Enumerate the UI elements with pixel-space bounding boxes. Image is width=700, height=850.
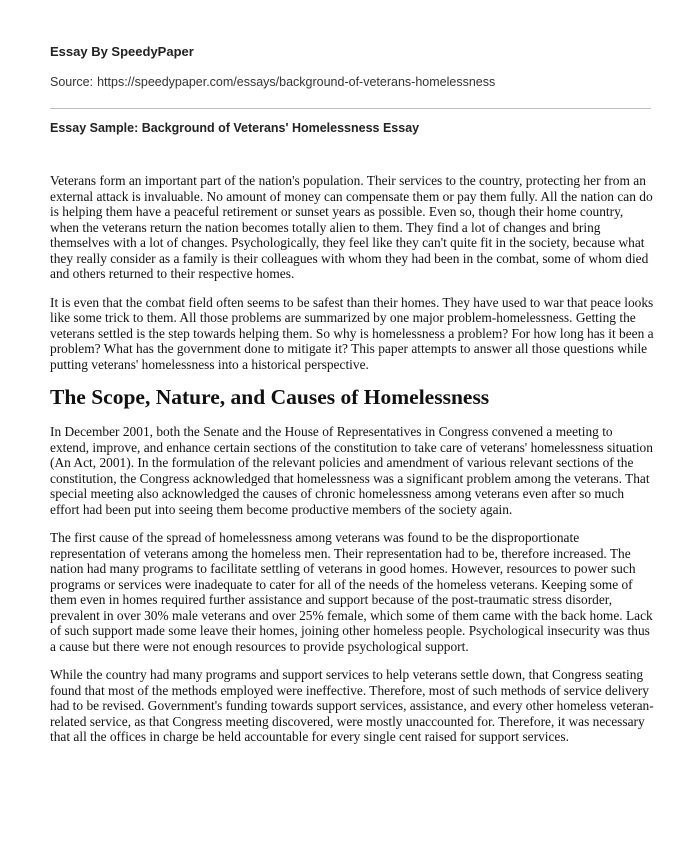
source-line (50, 75, 495, 89)
section-paragraph-1: In December 2001, both the Senate and the House of Representatives in Congress convened a meeting to extend, improve, and enhance certain sections of the constitution to take care of veterans' homelessness situation (An Act, 2001). In the formulation of the relevant policies and amendment of various relevant sections of the constitution, the Congress acknowledged that homelessness was a significant problem among the veterans. That special meeting also acknowledged the causes of chronic homelessness among veterans even after so much effort had been put into seeing them become productive members of the society again. (50, 424, 653, 517)
document-brand: Essay By SpeedyPaper (50, 44, 194, 59)
header-divider (50, 108, 651, 109)
source-url: https://speedypaper.com/essays/background-of-veterans-homelessness (97, 75, 496, 89)
section-heading: The Scope, Nature, and Causes of Homelessness (50, 385, 490, 409)
section-paragraph-3: While the country had many programs and support services to help veterans settle down, that Congress seating found that most of the methods employed were ineffective. Therefore, most of such methods of service delivery had to be revised. Government's funding towards support services, assistance, and every other homeless veteran-related service, as that Congress meeting discovered, were mostly unaccounted for. Therefore, it was necessary that all the offices in charge be held accountable for every single cent raised for support services. (50, 667, 654, 744)
source-label: Source: (50, 75, 94, 89)
essay-body (50, 173, 654, 758)
section-paragraph-2: The first cause of the spread of homelessness among veterans was found to be the disproportionate representation of veterans among the homeless men. Their representation had to be, therefore increased. The nation had many programs to facilitate settling of veterans in good homes. However, resources to power such programs or services were inadequate to cater for all of the needs of the homeless veterans. Keeping some of them even in homes required further assistance and support because of the post-traumatic stress disorder, prevalent in over 30% male veterans and over 25% female, which some of them came with the back home. Lack of such support made some leave their homes, joining other homeless people. Psychological insecurity was thus a cause but there were not enough resources to provide psychological support. (50, 530, 653, 654)
intro-paragraph-2: It is even that the combat field often seems to be safest than their homes. They have used to war that peace looks like some trick to them. All those problems are summarized by one major problem-homelessness. Getting the veterans settled is the step towards helping them. So why is homelessness a problem? For how long has it been a problem? What has the government done to mitigate it? This paper attempts to answer all those questions while putting veterans' homelessness into a historical perspective. (50, 294, 654, 372)
intro-paragraph-1: Veterans form an important part of the nation's population. Their services to the country, protecting her from an external attack is invaluable. No amount of money can compensate them or pay them fully. All the nation can do is helping them have a peaceful retirement or sunset years as possible. Even so, though their home country, when the veterans return the nation becomes totally alien to them. They find a lot of changes and bring themselves with a lot of changes. Psychologically, they feel like they can't quite fit in the society, because what they really consider as a family is their colleagues with whom they had been in the combat, some of whom died and others returned to their respective homes. (50, 173, 653, 281)
essay-sample-title: Essay Sample: Background of Veterans' Homelessness Essay (50, 121, 420, 135)
